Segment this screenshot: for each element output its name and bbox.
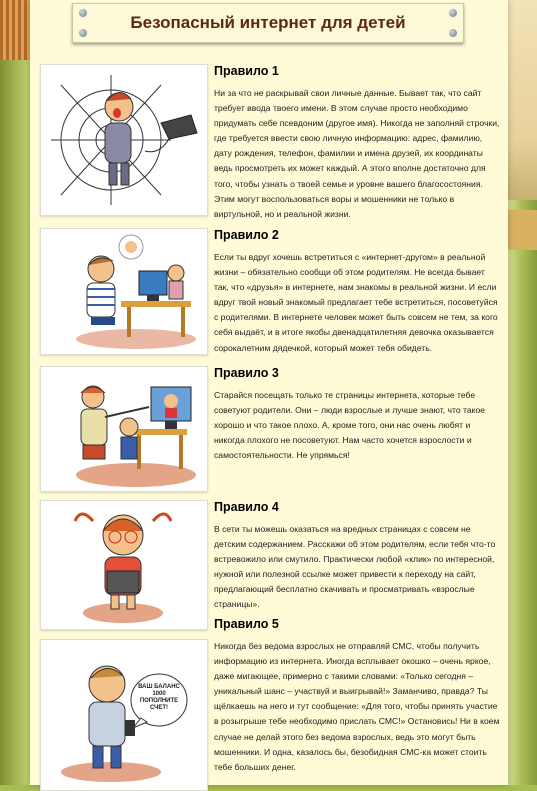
right-background	[507, 0, 537, 785]
page-header	[72, 3, 464, 43]
rule-2	[40, 228, 500, 363]
background-tower	[0, 0, 32, 60]
rule-2-illustration	[40, 228, 208, 355]
pin-icon	[449, 9, 457, 17]
rule-4	[40, 500, 500, 630]
rule-4-text: В сети ты можешь оказаться на вредных страницах с совсем не детским содержанием. Расскажи об этом родителям, если тебя что-то встревожило или смутило. Практически любой «клик» по интересной, нужной или полезной ссылке может привести к переходу на сайт, предлагающий бесплатно скачивать и просматривать «взрослые страницы».	[214, 524, 496, 610]
rule-5	[40, 617, 500, 785]
rule-5-text: Никогда без ведома взрослых не отправляй СМС, чтобы получить информацию из интернета. Иногда всплывает окошко – очень яркое, даже мигающее, примерно с такими словами: «Только сегодня – уникальный шанс – участвуй и выигрывай!» Заманчиво, правда? Ты щёлкаешь на него и тут сообщение: «Для того, чтобы принять участие в розыгрыше тебе необходимо прислать СМС!» Остановись! Ни в коем случае не делай этого без ведома взрослых, ведь это могут быть мошенники. И одна, казалось бы, безобидная СМС-ка может стоить тебе больших денег.	[214, 641, 500, 772]
rule-3-text: Старайся посещать только те страницы интернета, которые тебе советуют родители. Они – люди взрослые и лучше знают, что такое хорошо и что такое плохо. А, кроме того, они нас очень любят и никогда плохого не посоветуют. Нам часто хочется взрослости и самостоятельности. Не упрямься!	[214, 390, 486, 461]
rule-5-body	[214, 617, 500, 775]
background-house	[507, 0, 537, 200]
rule-1	[40, 64, 500, 219]
rule-1-illustration	[40, 64, 208, 216]
background-roof	[507, 210, 537, 250]
rule-1-body	[214, 64, 500, 222]
rule-3-body	[214, 366, 500, 463]
pin-icon	[449, 29, 457, 37]
rule-5-title: Правило 5	[214, 617, 279, 631]
page-title: Безопасный интернет для детей	[130, 13, 406, 32]
rule-2-title: Правило 2	[214, 228, 279, 242]
rule-4-body	[214, 500, 500, 613]
sms-speech-bubble: ВАШ БАЛАНС 1000 ПОПОЛНИТЕ СЧЕТ!	[138, 684, 180, 711]
rule-3	[40, 366, 500, 496]
rule-4-illustration	[40, 500, 208, 630]
pin-icon	[79, 9, 87, 17]
rule-1-title: Правило 1	[214, 64, 279, 78]
content-panel	[30, 0, 508, 785]
rule-4-title: Правило 4	[214, 500, 279, 514]
rule-5-illustration	[40, 639, 208, 791]
pin-icon	[79, 29, 87, 37]
rule-2-text: Если ты вдруг хочешь встретиться с «интернет-другом» в реальной жизни – обязательно сообщи об этом родителям. Не всегда бывает так, что «друзья» в интернете, нам знакомы в реальной жизни. И если вдруг твой новый знакомый предлагает тебе встретиться, посоветуйся с родителями. В интернете человек может быть совсем не тем, за кого себя выдаёт, и в итоге якобы двенадцатилетняя девочка оказывается сорокалетним дядечкой, который может тебя обидеть.	[214, 252, 498, 353]
rule-2-body	[214, 228, 500, 356]
rule-3-illustration	[40, 366, 208, 492]
rule-1-text: Ни за что не раскрывай свои личные данные. Бывает так, что сайт требует ввода твоего имени. В этом случае просто необходимо придумать себе псевдоним (другое имя). Никогда не заполняй строчки, где требуется ввести свою личную информацию: адрес, фамилию, дату рождения, телефон, фамилии и имена друзей, их координаты ведь просмотреть их может каждый. А этого вполне достаточно для того, чтобы узнать о твоей семье и уровне вашего благосостояния. Этим могут воспользоваться воры и мошенники не только в виртульной, но и реальной жизни.	[214, 88, 500, 219]
rule-3-title: Правило 3	[214, 366, 279, 380]
